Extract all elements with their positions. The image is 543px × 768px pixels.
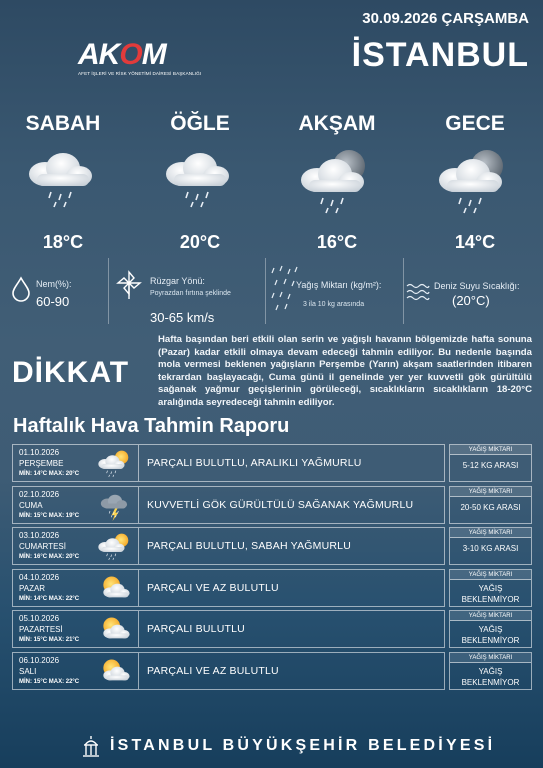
period-gece xyxy=(420,112,530,253)
divider xyxy=(108,258,109,324)
day-minmax: MİN: 15°C MAX: 21°C xyxy=(19,637,80,643)
day-name: CUMA xyxy=(19,500,43,510)
period-temp: 18°C xyxy=(42,232,84,252)
table-row xyxy=(12,444,532,482)
rain-header: YAĞIŞ MİKTARI xyxy=(450,653,531,663)
period-ogle xyxy=(145,112,255,253)
moon-cloud-rain-icon xyxy=(420,138,530,220)
cloud-rain-icon xyxy=(8,138,118,220)
period-name: SABAH xyxy=(25,112,101,135)
day-minmax: MİN: 15°C MAX: 19°C xyxy=(19,512,80,519)
rain-sub: 3 ila 10 kg arasında xyxy=(303,301,365,308)
ibb-logo-icon xyxy=(82,735,100,757)
day-minmax: MİN: 16°C MAX: 20°C xyxy=(19,554,80,560)
rain-value: 20-50 KG ARASI xyxy=(460,502,521,512)
rain-header: YAĞIŞ MİKTARI xyxy=(450,445,531,455)
period-temp: 14°C xyxy=(454,232,496,252)
condition-cell xyxy=(139,444,445,482)
dikkat-text: Hafta başından beri etkili olan serin ve yağışlı havanın bölgemizde hafta sonuna (Pazar) kadar etkili olmaya devam edeceği tahmin ediliyor. Bu nedenle başında mola vermesi beklenen yağışların Perşembe (Yarın) akşam saatlerinden itibaren tekrardan başlayacağı, Cuma günü il genelinde yer yer kuvvetli gök gürültülü sağanak yağmur geçişlerinin görüleceği, sıcaklıkların sıcaklıkların 18-20°C aralığında seyredeceği tahmin ediliyor. xyxy=(158,334,532,408)
condition-text: PARÇALI BULUTLU xyxy=(147,623,245,635)
rain-value: YAĞIŞ BEKLENMİYOR xyxy=(461,666,520,687)
day-cell xyxy=(12,569,139,607)
day-date: 03.10.2026 xyxy=(19,531,60,540)
day-name: SALI xyxy=(19,666,37,676)
day-date: 01.10.2026 xyxy=(19,448,60,457)
rain-cell xyxy=(449,569,532,607)
sea-label: Deniz Suyu Sıcaklığı: xyxy=(434,281,520,291)
wind-value: 30-65 km/s xyxy=(150,310,215,325)
period-name: GECE xyxy=(445,112,505,135)
rain-header: YAĞIŞ MİKTARI xyxy=(450,570,531,580)
condition-text: PARÇALI BULUTLU, SABAH YAĞMURLU xyxy=(147,540,352,552)
day-cell xyxy=(12,610,139,648)
rain-cell xyxy=(449,527,532,565)
condition-cell xyxy=(139,610,445,648)
rain-cell xyxy=(449,444,532,482)
windmill-icon xyxy=(116,270,142,300)
day-minmax: MİN: 14°C MAX: 22°C xyxy=(19,595,80,602)
city-name: İSTANBUL xyxy=(351,36,529,74)
rain-value: 3-10 KG ARASI xyxy=(462,544,519,553)
humidity-value: 60-90 xyxy=(36,294,70,309)
period-name: ÖĞLE xyxy=(170,112,230,135)
table-row xyxy=(12,610,532,648)
wind-sub: Poyrazdan fırtına şeklinde xyxy=(150,290,231,297)
info-row xyxy=(0,250,543,330)
day-date: 04.10.2026 xyxy=(19,572,60,582)
akom-logo xyxy=(78,38,202,76)
sun-cloud-rain-icon xyxy=(95,447,135,481)
period-temp: 20°C xyxy=(179,232,221,252)
rain-header: YAĞIŞ MİKTARI xyxy=(450,611,531,621)
day-name: CUMARTESİ xyxy=(19,542,66,551)
rain-cell xyxy=(449,610,532,648)
sun-cloud-icon xyxy=(95,572,135,606)
logo-wordmark: AKOM xyxy=(78,38,166,71)
moon-cloud-rain-icon xyxy=(282,138,392,220)
day-cell xyxy=(12,486,139,524)
rain-value: YAĞIŞ BEKLENMİYOR xyxy=(461,625,520,645)
day-date: 06.10.2026 xyxy=(19,655,60,665)
footer-org-name: İSTANBUL BÜYÜKŞEHİR BELEDİYESİ xyxy=(110,737,496,754)
condition-cell xyxy=(139,569,445,607)
logo-subtitle: AFET İŞLERİ VE RİSK YÖNETİMİ DAİRESİ BAŞKANLIĞI xyxy=(78,71,202,76)
rain-value: YAĞIŞ BEKLENMİYOR xyxy=(461,583,520,604)
condition-cell xyxy=(139,527,445,565)
day-cell xyxy=(12,652,139,690)
condition-text: PARÇALI BULUTLU, ARALIKLI YAĞMURLU xyxy=(147,457,362,469)
cloud-rain-icon xyxy=(145,138,255,220)
humidity-label: Nem(%): xyxy=(36,279,72,289)
condition-text: PARÇALI VE AZ BULUTLU xyxy=(147,581,279,594)
condition-text: PARÇALI VE AZ BULUTLU xyxy=(147,664,279,677)
period-name: AKŞAM xyxy=(298,112,376,135)
waves-icon xyxy=(406,280,430,304)
sun-cloud-icon xyxy=(95,613,135,647)
table-row xyxy=(12,569,532,607)
rain-value: 5-12 KG ARASI xyxy=(462,461,519,470)
drop-icon xyxy=(10,276,32,302)
table-row xyxy=(12,527,532,565)
period-aksam xyxy=(282,112,392,253)
day-cell xyxy=(12,527,139,565)
sun-cloud-icon xyxy=(95,655,135,689)
day-date: 02.10.2026 xyxy=(19,489,60,499)
condition-cell xyxy=(139,486,445,524)
day-cell xyxy=(12,444,139,482)
day-name: PERŞEMBE xyxy=(19,459,64,468)
weekly-table xyxy=(12,444,532,693)
day-minmax: MİN: 14°C MAX: 20°C xyxy=(19,471,80,477)
rain-cell xyxy=(449,652,532,690)
period-temp: 16°C xyxy=(316,232,358,252)
rain-header: YAĞIŞ MİKTARI xyxy=(450,487,531,497)
day-minmax: MİN: 15°C MAX: 22°C xyxy=(19,678,80,685)
sun-cloud-rain-icon xyxy=(95,530,135,564)
table-row xyxy=(12,652,532,690)
divider xyxy=(265,258,266,324)
rain-label: Yağış Miktarı (kg/m²): xyxy=(296,280,382,290)
period-sabah xyxy=(8,112,118,253)
dikkat-title: DİKKAT xyxy=(12,356,130,389)
wind-label: Rüzgar Yönü: xyxy=(150,276,205,286)
day-name: PAZAR xyxy=(19,583,46,593)
sea-value: (20°C) xyxy=(452,293,490,308)
rain-header: YAĞIŞ MİKTARI xyxy=(450,528,531,538)
rain-cell xyxy=(449,486,532,524)
table-row xyxy=(12,486,532,524)
thunder-cloud-icon xyxy=(95,489,135,523)
condition-cell xyxy=(139,652,445,690)
condition-text: KUVVETLİ GÖK GÜRÜLTÜLÜ SAĞANAK YAĞMURLU xyxy=(147,498,414,511)
day-date: 05.10.2026 xyxy=(19,614,60,623)
day-name: PAZARTESİ xyxy=(19,625,63,634)
weekly-title: Haftalık Hava Tahmin Raporu xyxy=(13,415,290,437)
divider xyxy=(403,258,404,324)
report-date: 30.09.2026 ÇARŞAMBA xyxy=(362,10,529,27)
